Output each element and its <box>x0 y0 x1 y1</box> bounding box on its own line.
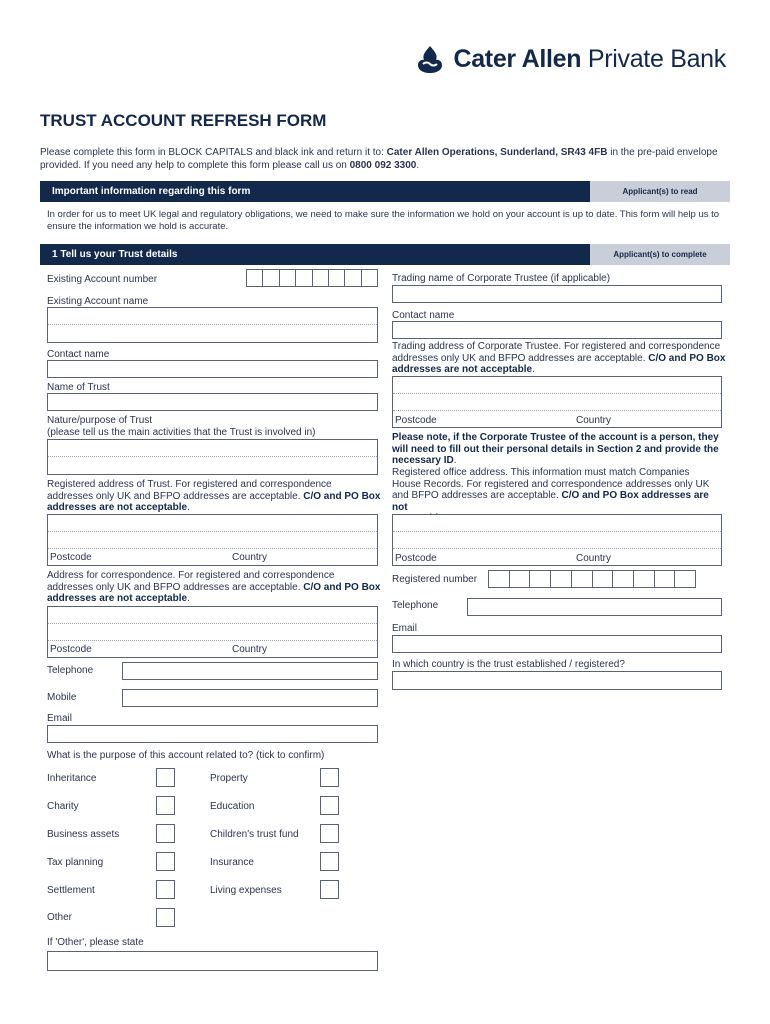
bank-name: Cater Allen Private Bank <box>453 44 726 73</box>
reg-country-label: Country <box>232 552 268 563</box>
telephone-label: Telephone <box>47 665 94 676</box>
trading-address-field[interactable] <box>392 376 722 428</box>
correspondence-address-label: Address for correspondence. For registered and correspondence addresses only UK and BFPO addresses are acceptable. C/O and PO Box addresses are not acceptable. <box>47 570 381 604</box>
corporate-trustee-note: Please note, if the Corporate Trustee of the account is a person, they will need to fill out their personal details in Section 2 and provide the necessary ID. <box>392 432 719 466</box>
country-established-field[interactable] <box>392 671 722 690</box>
purpose-question: What is the purpose of this account related to? (tick to confirm) <box>47 750 325 761</box>
registered-number-field[interactable] <box>488 570 696 588</box>
existing-account-name-field[interactable] <box>47 307 378 343</box>
purpose-insurance-label: Insurance <box>210 857 254 868</box>
purpose-education-checkbox[interactable] <box>320 796 339 815</box>
purpose-education-label: Education <box>210 801 255 812</box>
trading-country-label: Country <box>576 415 612 426</box>
mobile-label: Mobile <box>47 692 77 703</box>
flame-logo-icon <box>415 44 445 74</box>
purpose-childrens-trust-label: Children's trust fund <box>210 829 299 840</box>
existing-account-number-field[interactable] <box>246 269 378 287</box>
purpose-childrens-trust-checkbox[interactable] <box>320 824 339 843</box>
telephone-field[interactable] <box>122 662 378 680</box>
reg-postcode-label: Postcode <box>50 552 92 563</box>
correspondence-address-field[interactable] <box>47 606 378 658</box>
purpose-charity-label: Charity <box>47 801 79 812</box>
purpose-property-label: Property <box>210 773 248 784</box>
corr-country-label: Country <box>232 644 268 655</box>
registered-number-label: Registered number <box>392 574 478 585</box>
bank-logo <box>415 44 726 74</box>
nature-of-trust-field[interactable] <box>47 439 378 475</box>
purpose-business-assets-checkbox[interactable] <box>156 824 175 843</box>
purpose-living-expenses-checkbox[interactable] <box>320 880 339 899</box>
registered-address-label: Registered address of Trust. For registered and correspondence addresses only UK and BFPO addresses are acceptable. C/O and PO Box addresses are not acceptable. <box>47 479 381 513</box>
email-field[interactable] <box>47 725 378 743</box>
email-label: Email <box>47 713 73 724</box>
form-title: TRUST ACCOUNT REFRESH FORM <box>40 111 327 130</box>
section1-header: 1 Tell us your Trust details <box>40 244 590 265</box>
section1-tag: Applicant(s) to complete <box>590 244 730 265</box>
office-country-label: Country <box>576 553 612 564</box>
purpose-other-checkbox[interactable] <box>156 908 175 927</box>
contact-name-field[interactable] <box>47 360 378 378</box>
purpose-settlement-checkbox[interactable] <box>156 880 175 899</box>
trustee-contact-name-field[interactable] <box>392 321 722 339</box>
purpose-property-checkbox[interactable] <box>320 768 339 787</box>
trustee-email-label: Email <box>392 623 418 634</box>
purpose-tax-planning-label: Tax planning <box>47 857 104 868</box>
name-of-trust-label: Name of Trust <box>47 382 110 393</box>
purpose-inheritance-checkbox[interactable] <box>156 768 175 787</box>
other-state-label: If 'Other', please state <box>47 937 144 948</box>
trading-name-field[interactable] <box>392 285 722 303</box>
intro-text: Please complete this form in BLOCK CAPITALS and black ink and return it to: Cater Allen Operations, Sunderland, SR43 4FB in the pre-paid envelope provided. If you need any help to complete this form please call us on 0800 092 3300. <box>40 147 718 171</box>
purpose-charity-checkbox[interactable] <box>156 796 175 815</box>
registered-address-field[interactable] <box>47 514 378 566</box>
trustee-telephone-field[interactable] <box>467 598 722 616</box>
registered-office-field[interactable] <box>392 514 722 566</box>
trading-address-label: Trading address of Corporate Trustee. For registered and correspondence addresses only UK and BFPO addresses are acceptable. C/O and PO Box addresses are not acceptable. <box>392 341 726 375</box>
trustee-email-field[interactable] <box>392 635 722 653</box>
name-of-trust-field[interactable] <box>47 393 378 411</box>
contact-name-label: Contact name <box>47 349 110 360</box>
nature-of-trust-label: Nature/purpose of Trust (please tell us the main activities that the Trust is involved in) <box>47 415 316 438</box>
office-postcode-label: Postcode <box>395 553 437 564</box>
registered-office-label: Registered office address. This information must match Companies House Records. For registered and correspondence addresses only UK and BFPO addresses are acceptable. C/O and PO Box addresses are not <box>392 467 710 513</box>
trustee-telephone-label: Telephone <box>392 600 439 611</box>
purpose-other-label: Other <box>47 912 73 923</box>
trustee-contact-name-label: Contact name <box>392 310 455 321</box>
trading-name-label: Trading name of Corporate Trustee (if applicable) <box>392 273 611 284</box>
important-text: In order for us to meet UK legal and regulatory obligations, we need to make sure the information we hold on your account is up to date. This form will help us to ensure the information we hold is accurate. <box>47 209 720 232</box>
corr-postcode-label: Postcode <box>50 644 92 655</box>
purpose-business-assets-label: Business assets <box>47 829 120 840</box>
important-header: Important information regarding this form <box>40 181 590 202</box>
trading-postcode-label: Postcode <box>395 415 437 426</box>
purpose-tax-planning-checkbox[interactable] <box>156 852 175 871</box>
important-tag: Applicant(s) to read <box>590 181 730 202</box>
existing-account-name-label: Existing Account name <box>47 296 149 307</box>
purpose-inheritance-label: Inheritance <box>47 773 97 784</box>
existing-account-number-label: Existing Account number <box>47 274 158 285</box>
mobile-field[interactable] <box>122 689 378 707</box>
purpose-settlement-label: Settlement <box>47 885 95 896</box>
country-established-label: In which country is the trust established / registered? <box>392 659 625 670</box>
purpose-insurance-checkbox[interactable] <box>320 852 339 871</box>
other-state-field[interactable] <box>47 951 378 971</box>
purpose-living-expenses-label: Living expenses <box>210 885 282 896</box>
